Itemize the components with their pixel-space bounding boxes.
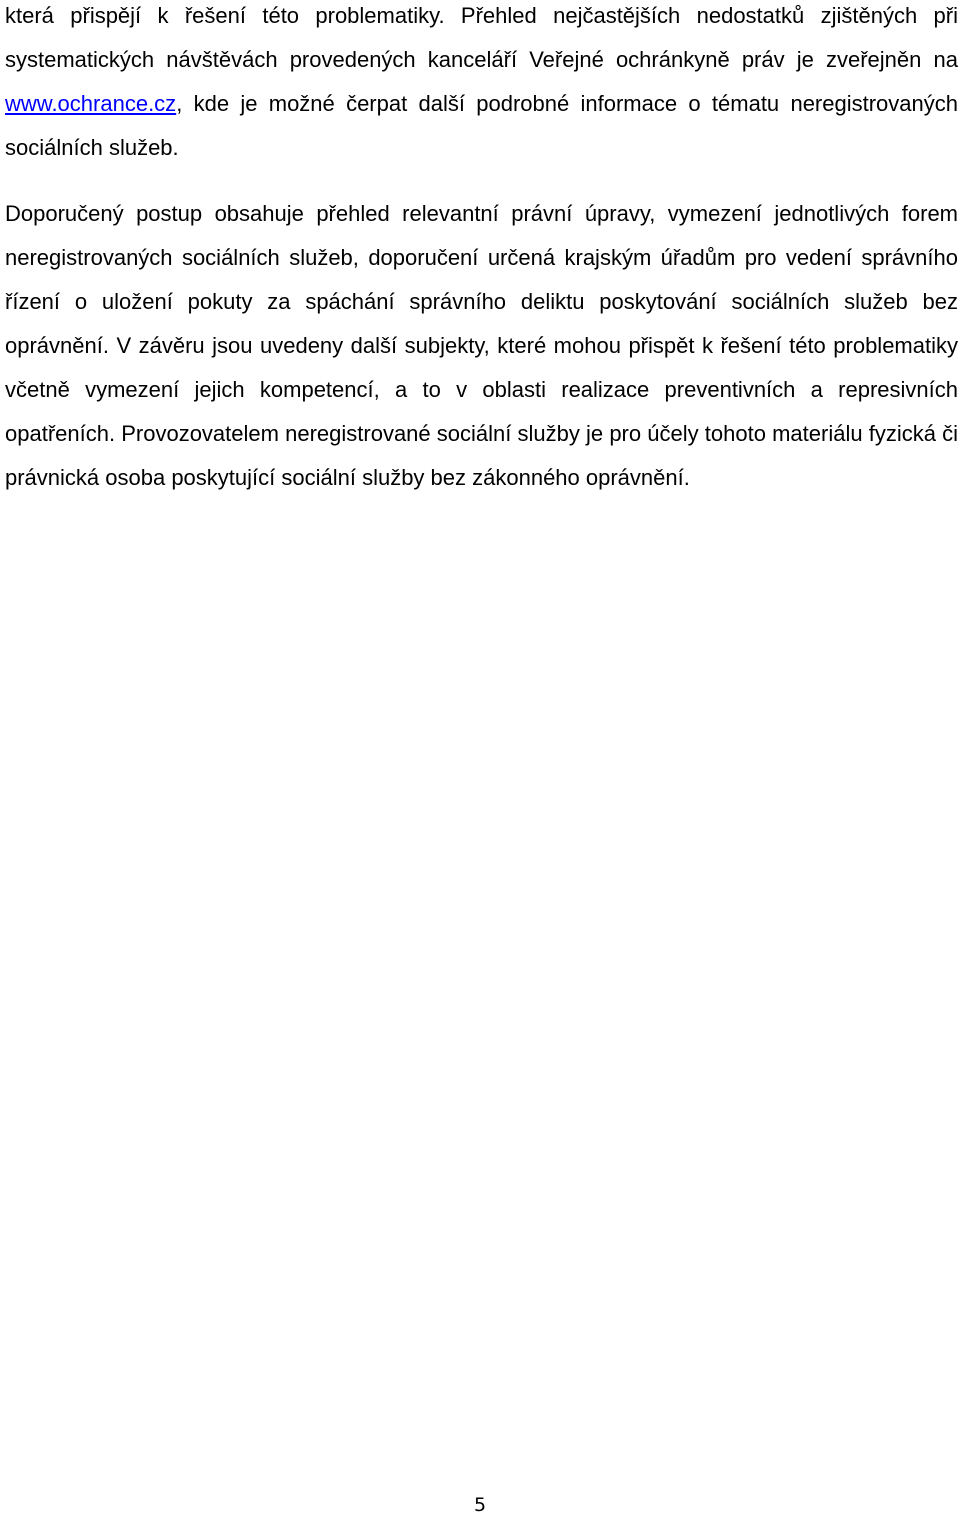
document-page bbox=[5, 0, 958, 500]
paragraph-1-text-before-link: která přispějí k řešení této problematiky. Přehled nejčastějších nedostatků zjištěných při systematických návštěvách provedených kanceláří Veřejné ochránkyně práv je zveřejněn na bbox=[5, 3, 958, 72]
page-number: 5 bbox=[473, 1494, 487, 1516]
paragraph-2: Doporučený postup obsahuje přehled relevantní právní úpravy, vymezení jednotlivých forem neregistrovaných sociálních služeb, doporučení určená krajským úřadům pro vedení správního řízení o uložení pokuty za spáchání správního deliktu poskytování sociálních služeb bez oprávnění. V závěru jsou uvedeny další subjekty, které mohou přispět k řešení této problematiky včetně vymezení jejich kompetencí, a to v oblasti realizace preventivních a represivních opatřeních. Provozovatelem neregistrované sociální služby je pro účely tohoto materiálu fyzická či právnická osoba poskytující sociální služby bez zákonného oprávnění. bbox=[5, 201, 958, 490]
paragraph-1-text-after-link: , kde je možné čerpat další podrobné informace o tématu neregistrovaných sociálních služeb. bbox=[5, 91, 958, 160]
paragraph-1 bbox=[5, 0, 958, 170]
ochrance-link[interactable]: www.ochrance.cz bbox=[5, 91, 177, 116]
